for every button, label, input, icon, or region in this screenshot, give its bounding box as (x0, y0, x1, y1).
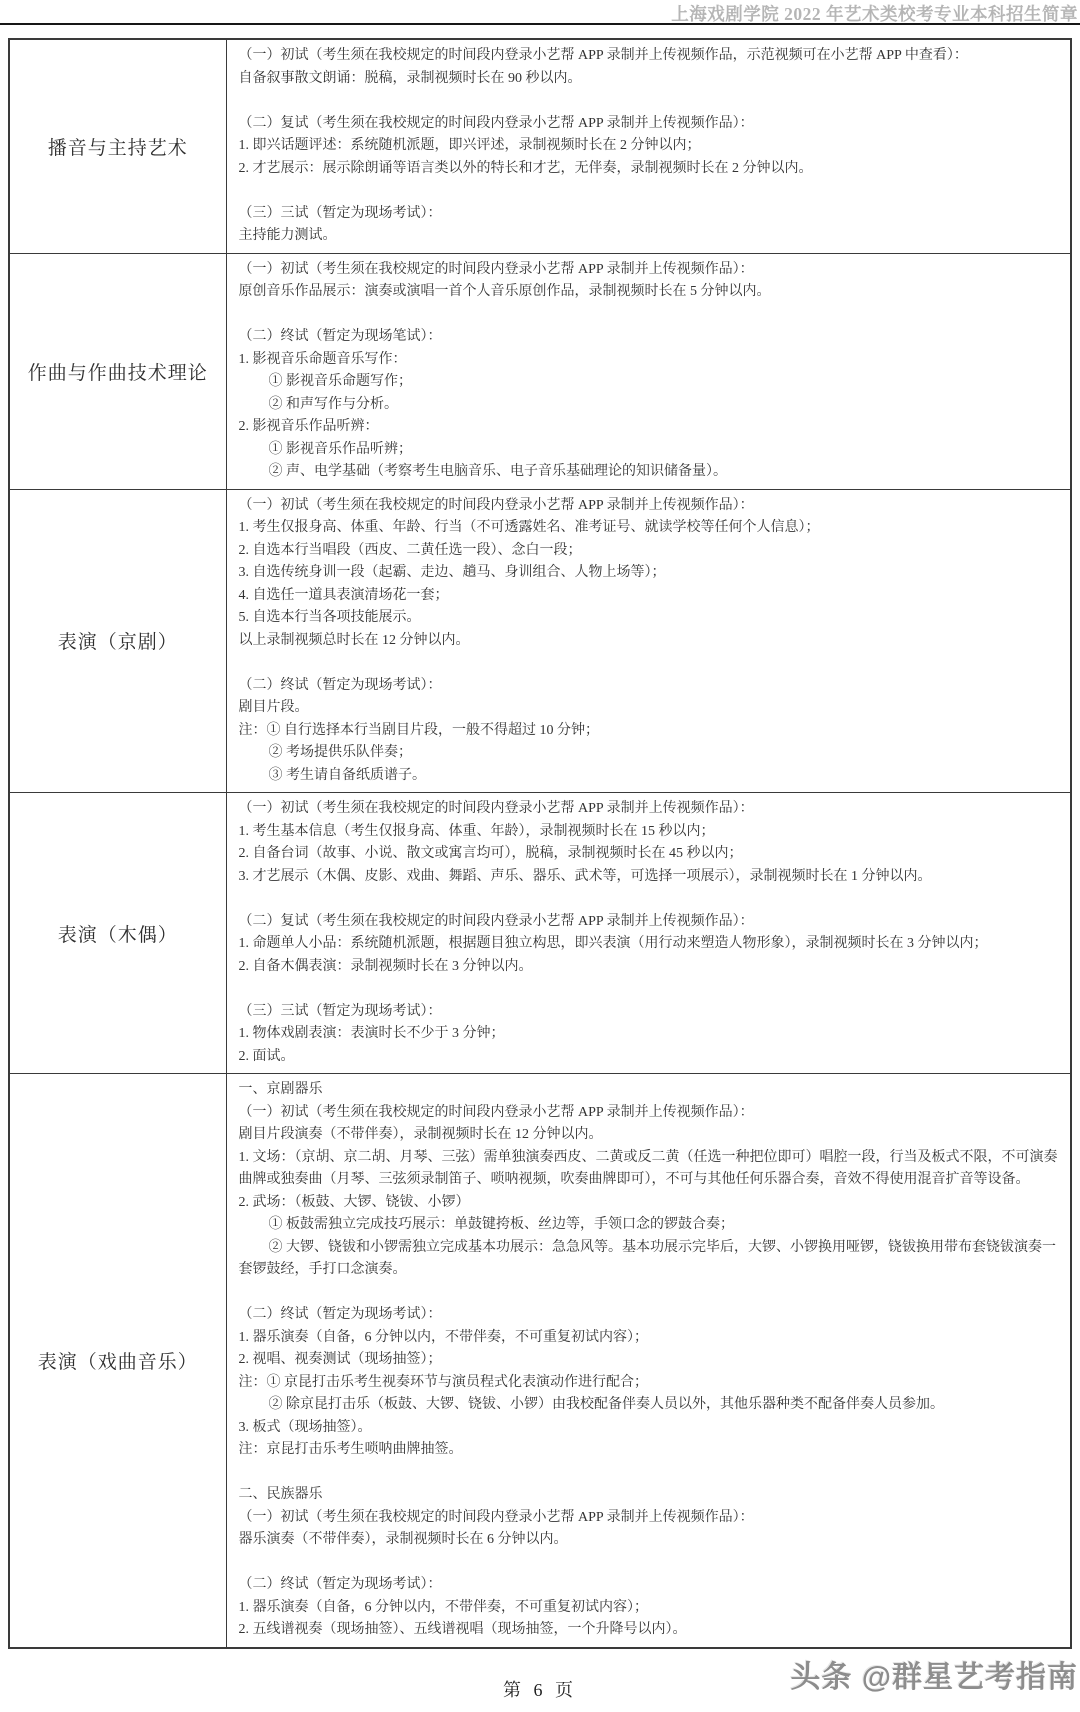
table-row (9, 253, 1071, 489)
requirement-line: （二）复试（考生须在我校规定的时间段内登录小艺帮 APP 录制并上传视频作品）： (238, 913, 754, 929)
blank-line (239, 90, 1063, 113)
requirement-line: ② 和声写作与分析。 (268, 396, 398, 412)
requirement-line: 2. 视唱、视奏测试（现场抽签）； (238, 1352, 442, 1367)
requirement-line: （二）终试（暂定为现场笔试）： (238, 329, 442, 344)
requirement-line: 2. 面试。 (238, 1048, 295, 1064)
requirement-line: 1. 考生基本信息（考生仅报身高、体重、年龄），录制视频时长在 15 秒以内； (238, 823, 715, 839)
requirement-line: 3. 自选传统身训一段（起霸、走边、趟马、身训组合、人物上场等）； (238, 565, 666, 580)
blank-line (239, 652, 1063, 675)
requirement-line: 1. 器乐演奏（自备，6 分钟以内，不带伴奏，不可重复初试内容）； (238, 1599, 648, 1615)
table-row (9, 793, 1071, 1074)
table-row (9, 1074, 1071, 1648)
table-row (9, 489, 1071, 793)
requirement-line: 1. 物体戏剧表演：表演时长不少于 3 分钟； (238, 1026, 505, 1041)
requirement-line: ① 板鼓需独立完成技巧展示：单鼓键挎板、丝边等，手领口念的锣鼓合奏； (268, 1217, 734, 1232)
requirement-line: （一）初试（考生须在我校规定的时间段内登录小艺帮 APP 录制并上传视频作品）： (238, 497, 754, 513)
requirement-line: （一）初试（考生须在我校规定的时间段内登录小艺帮 APP 录制并上传视频作品）： (238, 1104, 754, 1120)
requirement-line: 2. 自备木偶表演：录制视频时长在 3 分钟以内。 (238, 958, 533, 974)
watermark-text: 头条 @群星艺考指南 (790, 1661, 1078, 1694)
requirement-line: （一）初试（考生须在我校规定的时间段内登录小艺帮 APP 录制并上传视频作品，示范视频可在小艺帮 APP 中查看）： (238, 48, 968, 63)
requirement-line: （二）终试（暂定为现场考试）： (238, 1577, 442, 1592)
requirement-line: 3. 板式（现场抽签）。 (238, 1419, 372, 1435)
requirement-line: （二）终试（暂定为现场考试）： (238, 677, 442, 693)
requirement-line: （二）复试（考生须在我校规定的时间段内登录小艺帮 APP 录制并上传视频作品）： (238, 115, 754, 131)
requirement-line: 注：京昆打击乐考生唢呐曲牌抽签。 (238, 1442, 463, 1457)
blank-line (239, 1282, 1063, 1305)
requirement-line: ① 影视音乐命题写作； (268, 374, 412, 389)
requirement-line: ① 影视音乐作品听辨； (268, 441, 412, 457)
requirements-cell (226, 489, 1071, 793)
blank-line (239, 1552, 1063, 1575)
requirement-line: 2. 影视音乐作品听辨： (238, 419, 379, 434)
requirement-line: 1. 考生仅报身高、体重、年龄、行当（不可透露姓名、准考证号、就读学校等任何个人信息）； (238, 520, 820, 535)
requirement-line: （三）三试（暂定为现场考试）： (238, 205, 442, 221)
requirement-line: 自备叙事散文朗诵：脱稿，录制视频时长在 90 秒以内。 (238, 70, 582, 86)
blank-line (239, 304, 1063, 327)
blank-line (239, 978, 1063, 1001)
admissions-exam-table-body (9, 39, 1071, 1648)
requirement-line: 剧目片段演奏（不带伴奏），录制视频时长在 12 分钟以内。 (238, 1127, 603, 1142)
requirement-line: 注：① 自行选择本行当剧目片段，一般不得超过 10 分钟； (238, 722, 599, 738)
requirement-line: 2. 武场：（板鼓、大锣、铙钹、小锣） (238, 1194, 470, 1210)
requirement-line: 4. 自选任一道具表演清场花一套； (238, 587, 449, 603)
major-name-cell: 表演（木偶） (9, 793, 226, 1074)
requirements-cell (226, 1074, 1071, 1648)
requirement-line: 2. 自选本行当唱段（西皮、二黄任选一段）、念白一段； (238, 542, 582, 558)
requirement-line: （一）初试（考生须在我校规定的时间段内登录小艺帮 APP 录制并上传视频作品）： (238, 801, 754, 816)
requirement-line: 2. 才艺展示：展示除朗诵等语言类以外的特长和才艺，无伴奏，录制视频时长在 2 分钟以内。 (238, 160, 813, 176)
requirement-line: （二）终试（暂定为现场考试）： (238, 1307, 442, 1322)
requirement-line: 1. 器乐演奏（自备，6 分钟以内，不带伴奏，不可重复初试内容）； (238, 1329, 648, 1345)
requirement-line: 5. 自选本行当各项技能展示。 (238, 610, 421, 625)
requirement-line: 1. 命题单人小品：系统随机派题，根据题目独立构思，即兴表演（用行动来塑造人物形象），录制视频时长在 3 分钟以内； (238, 936, 988, 951)
requirement-line: ② 声、电学基础（考察考生电脑音乐、电子音乐基础理论的知识储备量）。 (268, 464, 727, 479)
requirement-line: 2. 五线谱视奏（现场抽签）、五线谱视唱（现场抽签，一个升降号以内）。 (238, 1622, 687, 1637)
page-header-title: 上海戏剧学院 2022 年艺术类校考专业本科招生简章 (671, 4, 1078, 24)
requirement-line: （三）三试（暂定为现场考试）： (238, 1003, 442, 1019)
major-name-cell: 表演（京剧） (9, 489, 226, 793)
blank-line (239, 180, 1063, 203)
requirement-line: 注：① 京昆打击乐考生视奏环节与演员程式化表演动作进行配合； (238, 1374, 648, 1390)
requirements-cell (226, 253, 1071, 489)
requirement-line: ② 除京昆打击乐（板鼓、大锣、铙钹、小锣）由我校配备伴奏人员以外，其他乐器种类不配备伴奏人员参加。 (268, 1397, 944, 1412)
requirements-cell (226, 793, 1071, 1074)
requirement-line: 一、京剧器乐 (238, 1082, 323, 1097)
blank-line (239, 888, 1063, 911)
requirement-line: 二、民族器乐 (238, 1487, 323, 1502)
major-name-cell: 表演（戏曲音乐） (9, 1074, 226, 1648)
requirement-line: 3. 才艺展示（木偶、皮影、戏曲、舞蹈、声乐、器乐、武术等，可选择一项展示），录制视频时长在 1 分钟以内。 (238, 868, 932, 884)
major-name-cell: 播音与主持艺术 (9, 39, 226, 253)
requirement-line: 以上录制视频总时长在 12 分钟以内。 (238, 632, 470, 648)
page-number: 第 6 页 (503, 1680, 577, 1700)
table-row (9, 39, 1071, 253)
blank-line (239, 1462, 1063, 1485)
requirement-line: 主持能力测试。 (238, 228, 337, 243)
requirement-line: 器乐演奏（不带伴奏），录制视频时长在 6 分钟以内。 (238, 1532, 568, 1547)
requirement-line: 原创音乐作品展示：演奏或演唱一首个人音乐原创作品，录制视频时长在 5 分钟以内。 (238, 284, 771, 299)
requirement-line: 剧目片段。 (238, 700, 309, 715)
header-rule (0, 23, 1080, 25)
requirement-line: （一）初试（考生须在我校规定的时间段内登录小艺帮 APP 录制并上传视频作品）： (238, 1509, 754, 1525)
requirement-line: ③ 考生请自备纸质谱子。 (268, 767, 426, 783)
admissions-exam-table (8, 38, 1072, 1649)
requirements-cell (226, 39, 1071, 253)
requirement-line: 1. 文场：（京胡、京二胡、月琴、三弦）需单独演奏西皮、二黄或反二黄（任选一种把位即可）唱腔一段，行当及板式不限，不可演奏曲牌或独奏曲（月琴、三弦须录制笛子、唢呐视频，吹奏曲牌即可），不可与其他任何乐器合奏，音效不得使用混音扩音等设备。 (238, 1149, 1058, 1187)
requirement-line: 1. 影视音乐命题音乐写作： (238, 351, 407, 367)
requirement-line: 1. 即兴话题评述：系统随机派题，即兴评述，录制视频时长在 2 分钟以内； (238, 138, 701, 153)
requirement-line: ② 大锣、铙钹和小锣需独立完成基本功展示：急急风等。基本功展示完毕后，大锣、小锣换用哑锣，铙钹换用带布套铙钹演奏一套锣鼓经，手打口念演奏。 (238, 1239, 1056, 1277)
requirement-line: （一）初试（考生须在我校规定的时间段内登录小艺帮 APP 录制并上传视频作品）： (238, 261, 754, 277)
requirement-line: 2. 自备台词（故事、小说、散文或寓言均可），脱稿，录制视频时长在 45 秒以内； (238, 846, 743, 861)
requirement-line: ② 考场提供乐队伴奏； (268, 745, 412, 760)
major-name-cell: 作曲与作曲技术理论 (9, 253, 226, 489)
